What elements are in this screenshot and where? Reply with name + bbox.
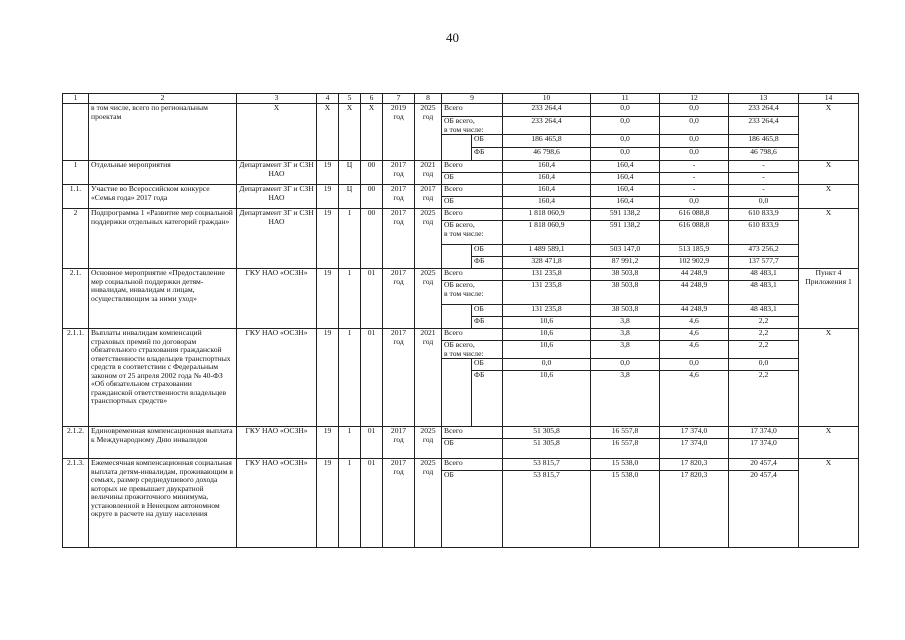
funding-label: ФБ [472, 148, 503, 161]
column-number: 1 [63, 94, 89, 104]
amount: 48 483,1 [729, 269, 799, 281]
amount: 3,8 [591, 371, 660, 427]
code-cell: 1 [339, 329, 361, 427]
amount: 2,2 [729, 371, 799, 427]
start-year-unit: год [393, 168, 404, 178]
column-number: 9 [442, 94, 503, 104]
amount: 160,4 [591, 197, 660, 209]
start-year-unit: год [393, 336, 404, 346]
code-cell: Ц [339, 185, 361, 209]
executor: ГКУ НАО «ОСЗН» [237, 269, 317, 329]
item-number [63, 104, 89, 161]
table-row [63, 329, 859, 341]
code-cell: X [361, 104, 383, 161]
table-row [63, 209, 859, 221]
item-number: 1.1. [63, 185, 89, 209]
amount: - [729, 173, 799, 185]
executor: Департамент ЗГ и СЗН НАО [237, 161, 317, 185]
amount: 16 557,8 [591, 439, 660, 459]
item-name: Отдельные мероприятия [89, 161, 237, 185]
column-number: 11 [591, 94, 660, 104]
executor: X [237, 104, 317, 161]
amount: 20 457,4 [729, 459, 799, 471]
column-number: 2 [89, 94, 237, 104]
amount: 1 818 060,9 [503, 221, 591, 245]
spacer-cell [442, 371, 472, 427]
item-name: Участие во Всероссийском конкурсе «Семья года» 2017 года [89, 185, 237, 209]
amount: 610 833,9 [729, 209, 799, 221]
end-year [415, 427, 442, 459]
start-year [383, 459, 415, 548]
funding-label: Всего [442, 329, 503, 341]
amount: 131 235,8 [503, 269, 591, 281]
amount: 10,6 [503, 317, 591, 329]
funding-label: Всего [442, 161, 503, 173]
end-year-value: 2025 [420, 426, 436, 435]
column-number: 3 [237, 94, 317, 104]
amount: 10,6 [503, 371, 591, 427]
funding-label-line: ОБ всего, [444, 280, 475, 289]
end-year-value: 2025 [420, 103, 436, 112]
amount: 160,4 [503, 173, 591, 185]
end-year-unit: год [422, 466, 434, 476]
funding-label: ОБ [442, 173, 503, 185]
column-number-row [63, 94, 859, 104]
funding-label: Всего [442, 459, 503, 471]
end-year [415, 209, 442, 269]
start-year-value: 2017 [390, 328, 407, 337]
code-cell: 1 [339, 269, 361, 329]
start-year-unit: год [393, 111, 404, 121]
amount: 48 483,1 [729, 281, 799, 305]
item-name: Ежемесячная компенсационная социальная выплата детям-инвалидам, проживающим в семьях, размер среднедушевого дохода которых не превышает двукратной величины прожиточного минимума, установленной в Ненецком автономном округе в расчете на душу населения [89, 459, 237, 548]
amount: 610 833,9 [729, 221, 799, 245]
funding-label: ФБ [472, 257, 503, 269]
spacer-cell [442, 148, 472, 161]
amount: 2,2 [729, 341, 799, 359]
code-cell: 19 [317, 161, 339, 185]
item-number: 2.1.1. [63, 329, 89, 427]
start-year-unit: год [393, 192, 404, 202]
amount: - [660, 185, 729, 197]
code-cell: 19 [317, 209, 339, 269]
start-year-value: 2017 [390, 426, 407, 435]
amount: - [660, 161, 729, 173]
page-number: 40 [446, 30, 459, 45]
item-name: Подпрограмма 1 «Развитие мер социальной поддержки отдельных категорий граждан» [89, 209, 237, 269]
start-year-value: 2017 [390, 208, 407, 217]
amount: 233 264,4 [729, 117, 799, 135]
amount: 328 471,8 [503, 257, 591, 269]
amount: 53 815,7 [503, 459, 591, 471]
column-number: 5 [339, 94, 361, 104]
amount: 38 503,8 [591, 281, 660, 305]
spacer-cell [442, 135, 472, 148]
item-name: в том числе, всего по региональным проектам [89, 104, 237, 161]
funding-label: ОБ [442, 197, 503, 209]
funding-label-line: ОБ всего, [444, 116, 475, 125]
end-year [415, 104, 442, 161]
amount: 4,6 [660, 341, 729, 359]
item-number: 2.1.3. [63, 459, 89, 548]
end-year-value: 2025 [420, 208, 436, 217]
amount: 616 088,8 [660, 209, 729, 221]
amount: 0,0 [729, 359, 799, 371]
amount: 44 248,9 [660, 269, 729, 281]
amount: 160,4 [591, 161, 660, 173]
funding-label-line: в том числе: [444, 348, 484, 358]
amount: 233 264,4 [503, 117, 591, 135]
code-cell: 19 [317, 329, 339, 427]
start-year [383, 185, 415, 209]
code-cell: 1 [339, 427, 361, 459]
start-year-value: 2017 [390, 268, 407, 277]
note: X [799, 209, 859, 269]
start-year [383, 329, 415, 427]
item-name: Выплаты инвалидам компенсаций страховых премий по договорам обязательного страхования гражданской ответственности владельцев транспортных средств в соответствии с Федеральным законом от 25 апреля 2002 года № 40-ФЗ «Об обязательном страховании гражданской ответственности владельцев транспортных средств» [89, 329, 237, 427]
end-year [415, 185, 442, 209]
funding-label: ФБ [472, 371, 503, 427]
funding-label-line: в том числе: [444, 228, 484, 238]
amount: 0,0 [591, 359, 660, 371]
funding-label: Всего [442, 427, 503, 439]
column-number: 7 [383, 94, 415, 104]
funding-label [442, 117, 503, 135]
amount: 160,4 [591, 173, 660, 185]
code-cell: 19 [317, 427, 339, 459]
amount: 17 374,0 [660, 427, 729, 439]
start-year [383, 269, 415, 329]
amount: 591 138,2 [591, 209, 660, 221]
start-year-unit: год [393, 216, 404, 226]
amount: 46 798,6 [503, 148, 591, 161]
amount: 160,4 [503, 197, 591, 209]
funding-label: ОБ [472, 245, 503, 257]
spacer-cell [442, 245, 472, 257]
start-year-value: 2019 [390, 103, 407, 112]
code-cell: 01 [361, 427, 383, 459]
column-number: 12 [660, 94, 729, 104]
funding-label: ФБ [472, 317, 503, 329]
amount: 0,0 [729, 197, 799, 209]
funding-label-line: в том числе: [444, 124, 484, 134]
amount: - [729, 185, 799, 197]
end-year-value: 2025 [420, 268, 436, 277]
start-year-value: 2017 [390, 184, 407, 193]
end-year-unit: год [422, 336, 434, 346]
funding-label-line: ОБ всего, [444, 340, 475, 349]
amount: 1 489 589,1 [503, 245, 591, 257]
amount: 0,0 [591, 135, 660, 148]
code-cell: 01 [361, 269, 383, 329]
amount: 51 305,8 [503, 427, 591, 439]
start-year-unit: год [393, 434, 404, 444]
amount: - [660, 173, 729, 185]
amount: 87 991,2 [591, 257, 660, 269]
amount: 473 256,2 [729, 245, 799, 257]
amount: 160,4 [591, 185, 660, 197]
note: X [799, 104, 859, 161]
code-cell: 00 [361, 161, 383, 185]
amount: 46 798,6 [729, 148, 799, 161]
amount: 160,4 [503, 185, 591, 197]
funding-label: Всего [442, 185, 503, 197]
code-cell: 01 [361, 459, 383, 548]
amount: 38 503,8 [591, 269, 660, 281]
amount: 48 483,1 [729, 305, 799, 317]
column-number: 13 [729, 94, 799, 104]
note: X [799, 161, 859, 185]
amount: 17 374,0 [660, 439, 729, 459]
amount: 160,4 [503, 161, 591, 173]
amount: 38 503,8 [591, 305, 660, 317]
amount: 0,0 [660, 117, 729, 135]
amount: 3,8 [591, 341, 660, 359]
funding-label: Всего [442, 104, 503, 117]
table-row [63, 459, 859, 471]
end-year-unit: год [422, 276, 434, 286]
start-year-value: 2017 [390, 160, 407, 169]
column-number: 10 [503, 94, 591, 104]
funding-label: Всего [442, 209, 503, 221]
amount: 186 465,8 [729, 135, 799, 148]
amount: 44 248,9 [660, 305, 729, 317]
amount: 616 088,8 [660, 221, 729, 245]
amount: 0,0 [660, 359, 729, 371]
amount: 0,0 [591, 148, 660, 161]
end-year-unit: год [422, 216, 434, 226]
amount: 513 185,9 [660, 245, 729, 257]
note: X [799, 427, 859, 459]
code-cell: Ц [339, 161, 361, 185]
code-cell: 1 [339, 209, 361, 269]
funding-label [442, 341, 503, 359]
item-number: 1 [63, 161, 89, 185]
amount: 17 820,3 [660, 471, 729, 548]
executor: ГКУ НАО «ОСЗН» [237, 427, 317, 459]
item-name: Основное мероприятие «Предоставление мер социальной поддержки детям-инвалидам, инвалидам и лицам, осуществляющим за ними уход» [89, 269, 237, 329]
amount: 53 815,7 [503, 471, 591, 548]
item-number: 2.1.2. [63, 427, 89, 459]
program-table [62, 93, 859, 548]
end-year-unit: год [422, 111, 434, 121]
start-year-unit: год [393, 466, 404, 476]
amount: 4,6 [660, 317, 729, 329]
column-number: 14 [799, 94, 859, 104]
code-cell: X [317, 104, 339, 161]
end-year-unit: год [422, 192, 434, 202]
end-year-value: 2021 [420, 160, 436, 169]
amount: 137 577,7 [729, 257, 799, 269]
spacer-cell [442, 305, 472, 317]
amount: 10,6 [503, 329, 591, 341]
amount: 186 465,8 [503, 135, 591, 148]
amount: 44 248,9 [660, 281, 729, 305]
spacer-cell [442, 257, 472, 269]
code-cell: 19 [317, 459, 339, 548]
table-row [63, 427, 859, 439]
end-year [415, 329, 442, 427]
amount: 15 538,0 [591, 459, 660, 471]
table-row [63, 104, 859, 117]
spacer-cell [442, 359, 472, 371]
amount: 591 138,2 [591, 221, 660, 245]
note: X [799, 329, 859, 427]
amount: 10,6 [503, 341, 591, 359]
executor: Департамент ЗГ и СЗН НАО [237, 185, 317, 209]
amount: 102 902,9 [660, 257, 729, 269]
start-year [383, 161, 415, 185]
code-cell: 19 [317, 185, 339, 209]
code-cell: 00 [361, 185, 383, 209]
amount: 17 374,0 [729, 439, 799, 459]
end-year-value: 2021 [420, 328, 436, 337]
column-number: 6 [361, 94, 383, 104]
amount: 17 820,3 [660, 459, 729, 471]
table-row [63, 161, 859, 173]
end-year-unit: год [422, 168, 434, 178]
start-year [383, 209, 415, 269]
funding-label: ОБ [442, 439, 503, 459]
item-number: 2.1. [63, 269, 89, 329]
amount: 2,2 [729, 329, 799, 341]
start-year-unit: год [393, 276, 404, 286]
end-year-value: 2025 [420, 458, 436, 467]
code-cell: 1 [339, 459, 361, 548]
amount: 17 374,0 [729, 427, 799, 439]
funding-label: ОБ [442, 471, 503, 548]
amount: 131 235,8 [503, 281, 591, 305]
item-number: 2 [63, 209, 89, 269]
amount: 3,8 [591, 329, 660, 341]
amount: 1 818 060,9 [503, 209, 591, 221]
table-row [63, 269, 859, 281]
end-year-value: 2017 [420, 184, 436, 193]
start-year [383, 427, 415, 459]
amount: 51 305,8 [503, 439, 591, 459]
column-number: 4 [317, 94, 339, 104]
amount: 20 457,4 [729, 471, 799, 548]
funding-label: ОБ [472, 359, 503, 371]
amount: 3,8 [591, 317, 660, 329]
amount: 0,0 [660, 197, 729, 209]
code-cell: 19 [317, 269, 339, 329]
start-year-value: 2017 [390, 458, 407, 467]
spacer-cell [442, 317, 472, 329]
executor: ГКУ НАО «ОСЗН» [237, 459, 317, 548]
end-year-unit: год [422, 434, 434, 444]
amount: 503 147,0 [591, 245, 660, 257]
amount: 131 235,8 [503, 305, 591, 317]
funding-label: Всего [442, 269, 503, 281]
funding-label [442, 221, 503, 245]
amount: 0,0 [591, 117, 660, 135]
code-cell: 00 [361, 209, 383, 269]
amount: 0,0 [660, 135, 729, 148]
amount: - [729, 161, 799, 173]
amount: 233 264,4 [729, 104, 799, 117]
start-year [383, 104, 415, 161]
amount: 4,6 [660, 329, 729, 341]
executor: Департамент ЗГ и СЗН НАО [237, 209, 317, 269]
end-year [415, 161, 442, 185]
code-cell: X [339, 104, 361, 161]
note: X [799, 185, 859, 209]
amount: 0,0 [660, 148, 729, 161]
end-year [415, 459, 442, 548]
note: Пункт 4 Приложения 1 [799, 269, 859, 329]
executor: ГКУ НАО «ОСЗН» [237, 329, 317, 427]
note: X [799, 459, 859, 548]
amount: 0,0 [660, 104, 729, 117]
table-body [63, 94, 859, 548]
table-row [63, 185, 859, 197]
amount: 0,0 [503, 359, 591, 371]
amount: 16 557,8 [591, 427, 660, 439]
amount: 15 538,0 [591, 471, 660, 548]
amount: 2,2 [729, 317, 799, 329]
amount: 233 264,4 [503, 104, 591, 117]
amount: 0,0 [591, 104, 660, 117]
amount: 4,6 [660, 371, 729, 427]
code-cell: 01 [361, 329, 383, 427]
funding-label-line: в том числе: [444, 288, 484, 298]
funding-label: ОБ [472, 305, 503, 317]
column-number: 8 [415, 94, 442, 104]
item-name: Единовременная компенсационная выплата к Международному Дню инвалидов [89, 427, 237, 459]
funding-label: ОБ [472, 135, 503, 148]
end-year [415, 269, 442, 329]
funding-label [442, 281, 503, 305]
funding-label-line: ОБ всего, [444, 220, 475, 229]
